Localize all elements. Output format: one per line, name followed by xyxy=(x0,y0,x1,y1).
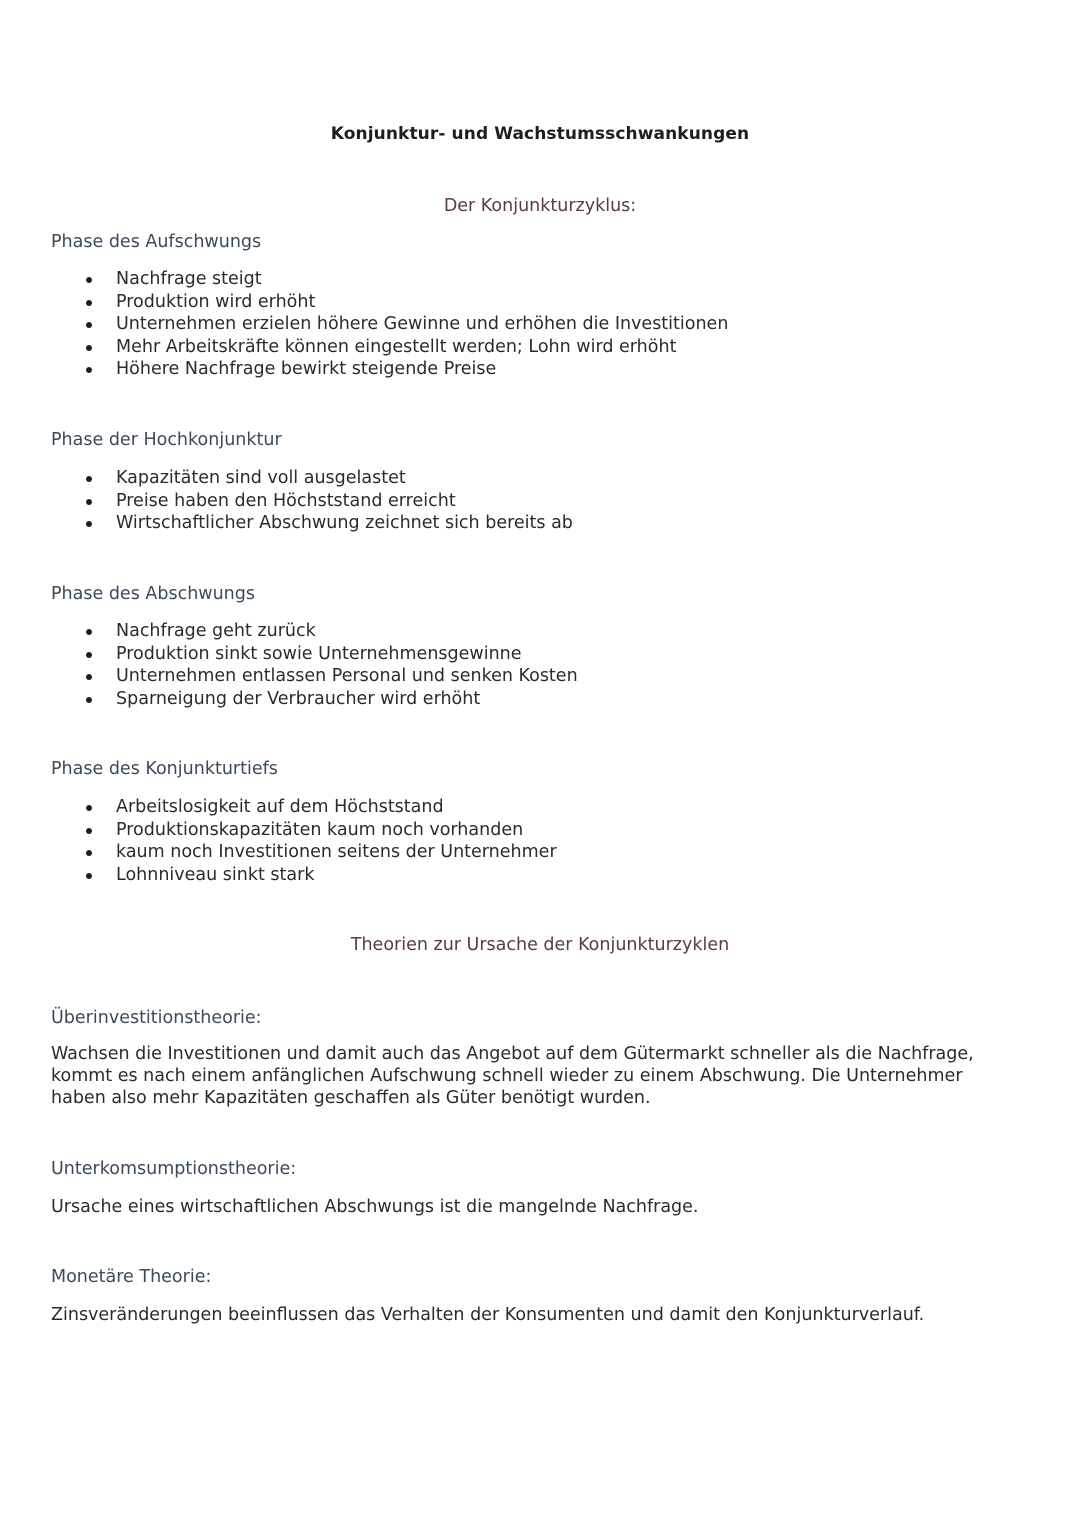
list-item: Arbeitslosigkeit auf dem Höchststand xyxy=(82,796,557,819)
list-item: Nachfrage geht zurück xyxy=(82,620,578,643)
list-item: Nachfrage steigt xyxy=(82,268,728,291)
list-item: Produktion wird erhöht xyxy=(82,291,728,314)
list-item: Produktion sinkt sowie Unternehmensgewinne xyxy=(82,643,578,666)
theory-text-unterkonsumption: Ursache eines wirtschaftlichen Abschwungs ist die mangelnde Nachfrage. xyxy=(51,1197,699,1217)
bullet-list-konjunkturtief xyxy=(82,796,557,886)
list-item: Unternehmen erzielen höhere Gewinne und erhöhen die Investitionen xyxy=(82,313,728,336)
list-item: Kapazitäten sind voll ausgelastet xyxy=(82,467,573,490)
phase-heading-hochkonjunktur xyxy=(51,430,282,450)
phase-heading-konjunkturtief xyxy=(51,759,278,779)
bullet-list-hochkonjunktur xyxy=(82,467,573,535)
list-item: Preise haben den Höchststand erreicht xyxy=(82,490,573,513)
theory-text-ueberinvestition: Wachsen die Investitionen und damit auch das Angebot auf dem Gütermarkt schneller als die Nachfrage, kommt es nach einem anfänglichen Aufschwung schnell wieder zu einem Abschwung. Die Unternehmer haben also mehr Kapazitäten geschaffen als Güter benötigt wurden. xyxy=(51,1044,974,1108)
theory-heading-ueberinvestition xyxy=(51,1008,262,1028)
section-heading-theories xyxy=(0,935,1080,955)
theory-heading-text: Unterkomsumptionstheorie: xyxy=(51,1159,297,1179)
theory-heading-text: Überinvestitionstheorie: xyxy=(51,1008,262,1028)
list-item: Unternehmen entlassen Personal und senken Kosten xyxy=(82,665,578,688)
phase-heading-text: Phase des Konjunkturtiefs xyxy=(51,759,278,779)
bullet-list-aufschwung xyxy=(82,268,728,381)
list-item: Mehr Arbeitskräfte können eingestellt werden; Lohn wird erhöht xyxy=(82,336,728,359)
theory-heading-text: Monetäre Theorie: xyxy=(51,1267,212,1287)
theories-heading-text: Theorien zur Ursache der Konjunkturzyklen xyxy=(341,935,739,955)
phase-heading-aufschwung xyxy=(51,232,261,252)
theory-heading-monetaer xyxy=(51,1267,211,1287)
list-item: Produktionskapazitäten kaum noch vorhanden xyxy=(82,819,557,842)
list-item: kaum noch Investitionen seitens der Unternehmer xyxy=(82,841,557,864)
list-item: Lohnniveau sinkt stark xyxy=(82,864,557,887)
list-item: Wirtschaftlicher Abschwung zeichnet sich bereits ab xyxy=(82,512,573,535)
phase-heading-text: Phase des Abschwungs xyxy=(51,584,256,604)
list-item: Höhere Nachfrage bewirkt steigende Preise xyxy=(82,358,728,381)
document-title: Konjunktur- und Wachstumsschwankungen xyxy=(330,124,750,144)
theory-heading-unterkonsumption xyxy=(51,1159,296,1179)
cycle-heading-text: Der Konjunkturzyklus: xyxy=(434,196,646,216)
bullet-list-abschwung xyxy=(82,620,578,710)
theory-text-monetaer: Zinsveränderungen beeinflussen das Verhalten der Konsumenten und damit den Konjunkturverlauf. xyxy=(51,1305,925,1325)
list-item: Sparneigung der Verbraucher wird erhöht xyxy=(82,688,578,711)
phase-heading-text: Phase des Aufschwungs xyxy=(51,232,262,252)
phase-heading-abschwung xyxy=(51,584,255,604)
section-heading-cycle xyxy=(0,196,1080,216)
phase-heading-text: Phase der Hochkonjunktur xyxy=(51,430,282,450)
